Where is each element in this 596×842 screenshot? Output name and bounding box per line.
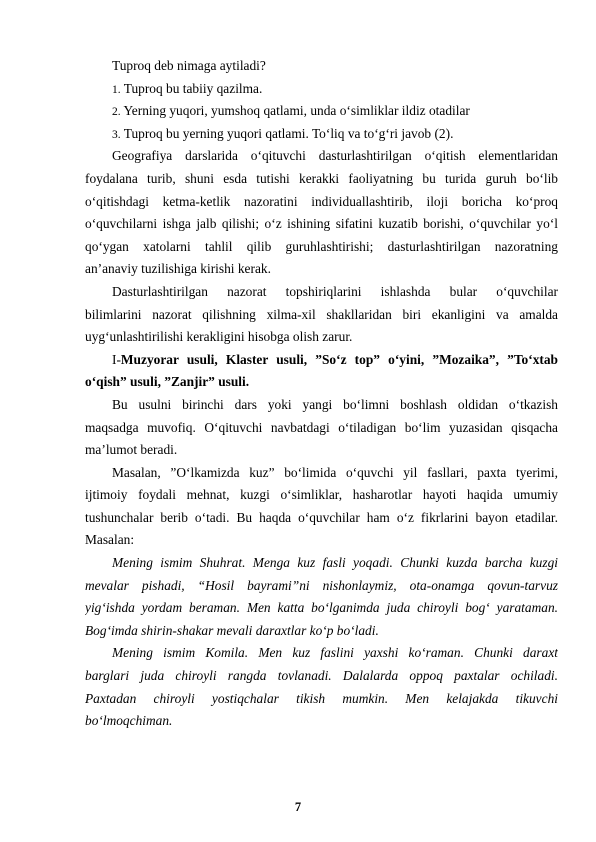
option-text: Yerning yuqori, yumshoq qatlami, unda o‘simliklar ildiz otadilar [120,103,470,119]
paragraph-line: tushunchalar berib o‘tadi. Bu haqda o‘quvchilar ham o‘z fikrlarini bayon etadilar. [85,509,558,525]
example-line: yig‘ishda yordam beraman. Men katta bo‘lganimda juda chiroyli bog‘ yarataman. [85,600,558,616]
paragraph-last-line: ma’lumot beradi. [85,442,178,458]
option-3 [85,123,558,146]
example-last-line: Bog‘imda shirin-shakar mevali daraxtlar ko‘p bo‘ladi. [85,622,379,638]
paragraph-line: Bu usulni birinchi dars yoki yangi bo‘limni boshlash oldidan o‘tkazish [112,396,558,412]
example-last-line: bo‘lmoqchiman. [85,713,173,729]
option-number: 2. [112,106,121,119]
section-heading [85,349,558,372]
example-line: Paxtadan chiroyli yostiqchalar tikish mumkin. Men kelajakda tikuvchi [85,690,558,706]
paragraph-line: Geografiya darslarida o‘qituvchi dasturlashtirilgan o‘qitish elementlaridan [112,148,558,164]
paragraph-last-line: an’anaviy tuzilishiga kirishi kerak. [85,261,271,277]
heading-text: Muzyorar usuli, Klaster usuli, ”So‘z top” o‘yini, ”Mozaika”, ”To‘xtab [120,351,558,367]
paragraph-line: o‘qitishdagi ketma-ketlik nazoratini individuallashtirib, iloji boricha ko‘proq [85,193,558,209]
paragraph-last-line: Masalan: [85,532,135,548]
option-number: 1. [112,83,121,96]
paragraph-line: o‘quvchilarni ishga jalb qilishi; o‘z ishining sifatini kuzatib borishi, o‘quvchilar yo‘l [85,216,558,232]
option-text: Tuproq bu tabiiy qazilma. [120,80,263,96]
option-number: 3. [112,128,121,141]
section-heading-cont: o‘qish” usuli, ”Zanjir” usuli. [85,374,250,390]
option-text: Tuproq bu yerning yuqori qatlami. To‘liq va to‘g‘ri javob (2). [120,125,454,141]
option-2 [85,100,558,123]
example-line: Mening ismim Shuhrat. Menga kuz fasli yoqadi. Chunki kuzda barcha kuzgi [112,555,558,571]
paragraph-line: Dasturlashtirilgan nazorat topshiriqlarini ishlashda bular o‘quvchilar [112,283,558,299]
heading-prefix: I- [112,351,121,367]
example-line: Mening ismim Komila. Men kuz faslini yaxshi ko‘raman. Chunki daraxt [112,645,558,661]
paragraph-line: ijtimoiy foydali mehnat, kuzgi o‘simliklar, hasharotlar hayoti haqida umumiy [85,487,558,503]
paragraph-line: maqsadga muvofiq. O‘qituvchi navbatdagi o‘tiladigan bo‘lim yuzasidan qisqacha [85,419,558,435]
option-1 [85,78,558,101]
question-title: Tuproq deb nimaga aytiladi? [112,58,266,73]
paragraph-line: foydalana turib, shuni esda tutishi kerakki faoliyatning bu turida guruh bo‘lib [85,170,558,186]
paragraph-line: Masalan, ”O‘lkamizda kuz” bo‘limida o‘quvchi yil fasllari, paxta tyerimi, [112,464,558,480]
paragraph-line: qo‘ygan xatolarni tahlil qilib guruhlashtirishi; dasturlashtirilgan nazoratning [85,238,558,254]
paragraph-last-line: uyg‘unlashtirilishi kerakligini hisobga olish zarur. [85,329,353,345]
page-number: 7 [294,800,302,814]
document-page [85,55,558,733]
paragraph-line: bilimlarini nazorat qilishning xilma-xil shakllaridan biri ekanligini va amalda [85,306,558,322]
example-line: barglari juda chiroyli rangda tovlanadi. Dalalarda oppoq paxtalar ochiladi. [85,668,558,684]
example-line: mevalar pishadi, “Hosil bayrami”ni nishonlaymiz, ota-onamga qovun-tarvuz [85,577,558,593]
